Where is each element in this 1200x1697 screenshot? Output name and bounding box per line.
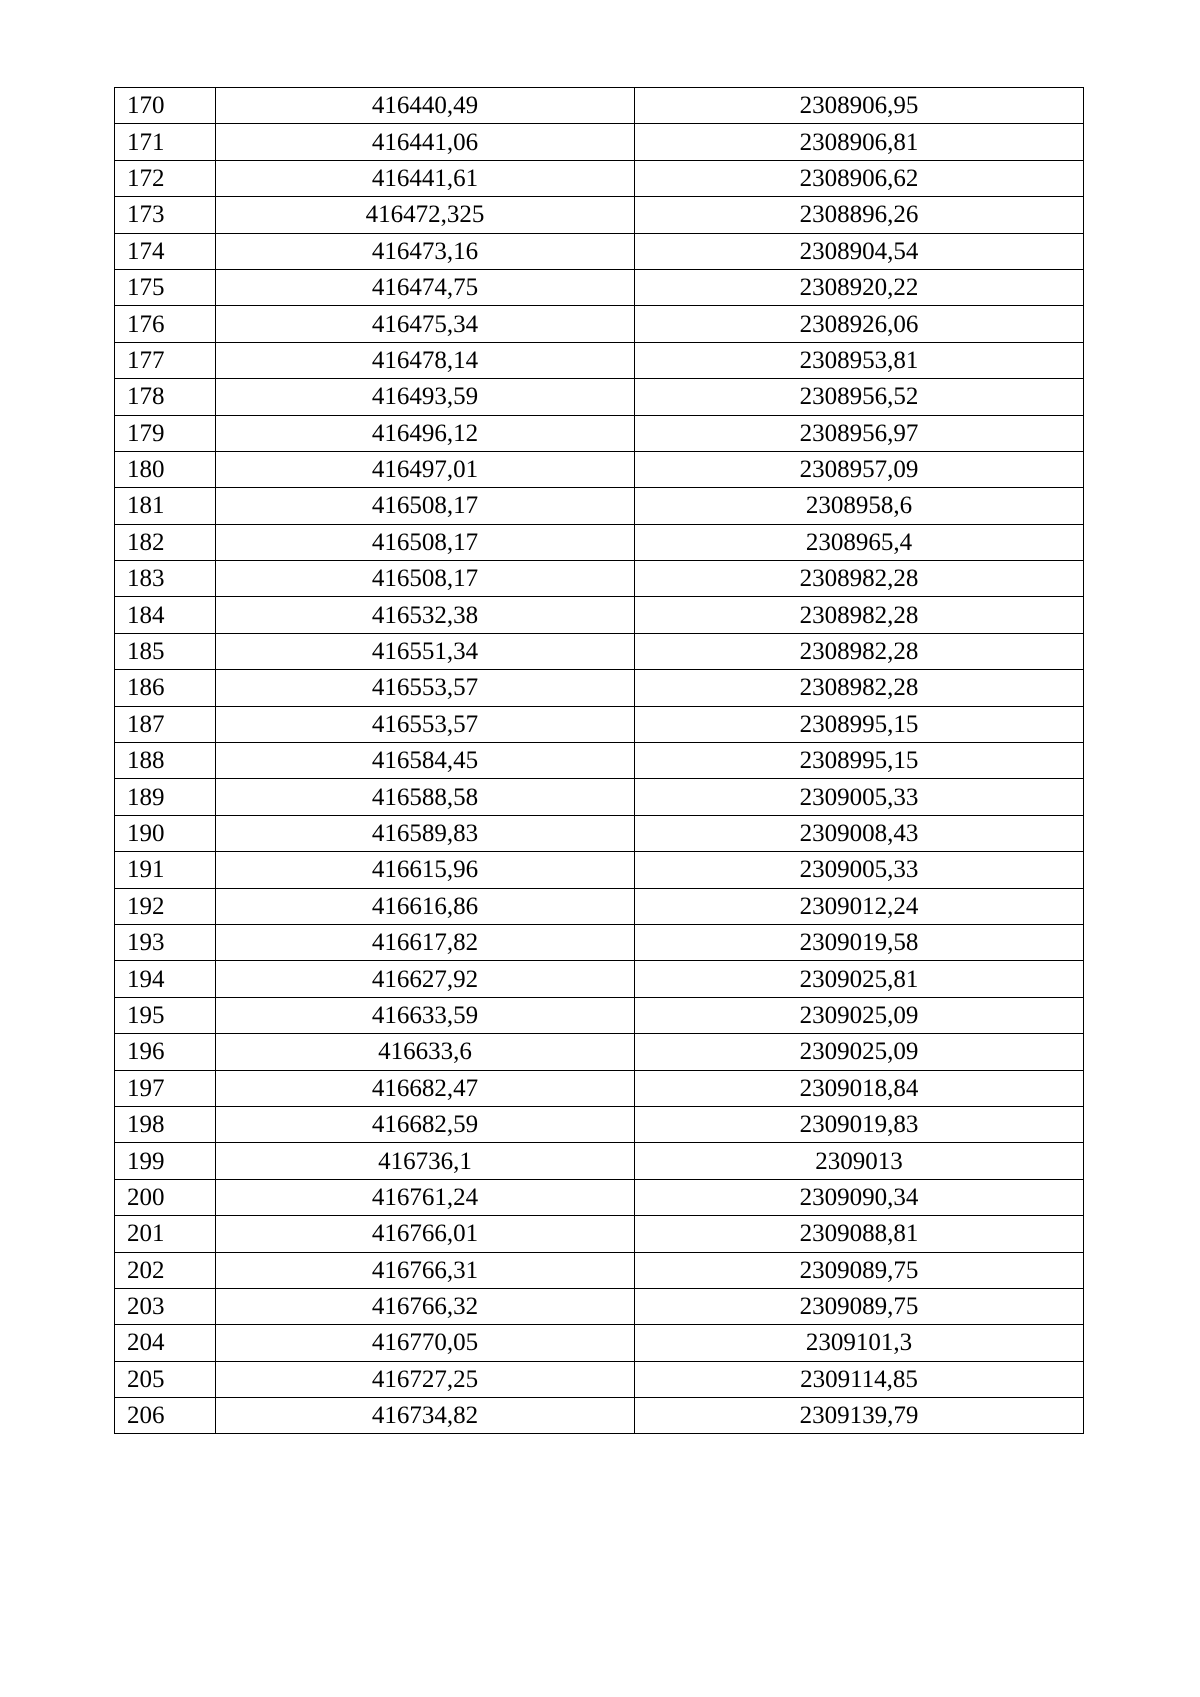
y-coordinate-cell: 2308956,97: [635, 415, 1084, 451]
table-row: [115, 1070, 1084, 1106]
x-coordinate-cell: 416589,83: [216, 815, 635, 851]
table-row: [115, 1398, 1084, 1434]
point-number-cell: 178: [115, 379, 216, 415]
y-coordinate-cell: 2308896,26: [635, 197, 1084, 233]
point-number-cell: 177: [115, 342, 216, 378]
y-coordinate-cell: 2309005,33: [635, 779, 1084, 815]
table-row: [115, 415, 1084, 451]
table-row: [115, 269, 1084, 305]
y-coordinate-cell: 2308926,06: [635, 306, 1084, 342]
y-coordinate-cell: 2308982,28: [635, 670, 1084, 706]
x-coordinate-cell: 416508,17: [216, 524, 635, 560]
point-number-cell: 183: [115, 561, 216, 597]
x-coordinate-cell: 416615,96: [216, 852, 635, 888]
point-number-cell: 197: [115, 1070, 216, 1106]
point-number-cell: 172: [115, 160, 216, 196]
point-number-cell: 194: [115, 961, 216, 997]
point-number-cell: 182: [115, 524, 216, 560]
x-coordinate-cell: 416682,47: [216, 1070, 635, 1106]
y-coordinate-cell: 2309088,81: [635, 1216, 1084, 1252]
point-number-cell: 202: [115, 1252, 216, 1288]
point-number-cell: 170: [115, 88, 216, 124]
x-coordinate-cell: 416770,05: [216, 1325, 635, 1361]
y-coordinate-cell: 2309019,58: [635, 924, 1084, 960]
point-number-cell: 199: [115, 1143, 216, 1179]
table-row: [115, 743, 1084, 779]
y-coordinate-cell: 2309089,75: [635, 1252, 1084, 1288]
x-coordinate-cell: 416766,32: [216, 1288, 635, 1324]
x-coordinate-cell: 416766,01: [216, 1216, 635, 1252]
point-number-cell: 179: [115, 415, 216, 451]
table-row: [115, 706, 1084, 742]
x-coordinate-cell: 416440,49: [216, 88, 635, 124]
point-number-cell: 204: [115, 1325, 216, 1361]
coordinates-table: [114, 87, 1084, 1434]
y-coordinate-cell: 2309101,3: [635, 1325, 1084, 1361]
y-coordinate-cell: 2308956,52: [635, 379, 1084, 415]
x-coordinate-cell: 416727,25: [216, 1361, 635, 1397]
y-coordinate-cell: 2308982,28: [635, 597, 1084, 633]
table-row: [115, 88, 1084, 124]
x-coordinate-cell: 416473,16: [216, 233, 635, 269]
table-row: [115, 1252, 1084, 1288]
x-coordinate-cell: 416627,92: [216, 961, 635, 997]
point-number-cell: 206: [115, 1398, 216, 1434]
x-coordinate-cell: 416474,75: [216, 269, 635, 305]
y-coordinate-cell: 2308995,15: [635, 743, 1084, 779]
x-coordinate-cell: 416472,325: [216, 197, 635, 233]
y-coordinate-cell: 2309008,43: [635, 815, 1084, 851]
table-row: [115, 1179, 1084, 1215]
table-row: [115, 561, 1084, 597]
table-row: [115, 888, 1084, 924]
coordinates-table-body: [115, 88, 1084, 1434]
y-coordinate-cell: 2308906,81: [635, 124, 1084, 160]
point-number-cell: 188: [115, 743, 216, 779]
point-number-cell: 191: [115, 852, 216, 888]
x-coordinate-cell: 416496,12: [216, 415, 635, 451]
point-number-cell: 185: [115, 633, 216, 669]
y-coordinate-cell: 2308958,6: [635, 488, 1084, 524]
y-coordinate-cell: 2309013: [635, 1143, 1084, 1179]
table-row: [115, 997, 1084, 1033]
x-coordinate-cell: 416508,17: [216, 488, 635, 524]
table-row: [115, 1034, 1084, 1070]
x-coordinate-cell: 416617,82: [216, 924, 635, 960]
point-number-cell: 198: [115, 1106, 216, 1142]
y-coordinate-cell: 2309025,09: [635, 1034, 1084, 1070]
x-coordinate-cell: 416633,59: [216, 997, 635, 1033]
y-coordinate-cell: 2308982,28: [635, 561, 1084, 597]
x-coordinate-cell: 416633,6: [216, 1034, 635, 1070]
table-row: [115, 306, 1084, 342]
x-coordinate-cell: 416588,58: [216, 779, 635, 815]
table-row: [115, 779, 1084, 815]
table-row: [115, 1143, 1084, 1179]
point-number-cell: 189: [115, 779, 216, 815]
x-coordinate-cell: 416761,24: [216, 1179, 635, 1215]
x-coordinate-cell: 416441,61: [216, 160, 635, 196]
table-row: [115, 1106, 1084, 1142]
x-coordinate-cell: 416497,01: [216, 451, 635, 487]
point-number-cell: 186: [115, 670, 216, 706]
y-coordinate-cell: 2308995,15: [635, 706, 1084, 742]
table-row: [115, 1361, 1084, 1397]
point-number-cell: 201: [115, 1216, 216, 1252]
x-coordinate-cell: 416475,34: [216, 306, 635, 342]
y-coordinate-cell: 2308953,81: [635, 342, 1084, 378]
point-number-cell: 187: [115, 706, 216, 742]
y-coordinate-cell: 2309139,79: [635, 1398, 1084, 1434]
table-row: [115, 961, 1084, 997]
y-coordinate-cell: 2308906,62: [635, 160, 1084, 196]
table-row: [115, 160, 1084, 196]
table-row: [115, 1325, 1084, 1361]
table-row: [115, 1216, 1084, 1252]
point-number-cell: 173: [115, 197, 216, 233]
y-coordinate-cell: 2308965,4: [635, 524, 1084, 560]
x-coordinate-cell: 416493,59: [216, 379, 635, 415]
point-number-cell: 195: [115, 997, 216, 1033]
x-coordinate-cell: 416734,82: [216, 1398, 635, 1434]
y-coordinate-cell: 2309005,33: [635, 852, 1084, 888]
point-number-cell: 180: [115, 451, 216, 487]
point-number-cell: 205: [115, 1361, 216, 1397]
table-row: [115, 815, 1084, 851]
y-coordinate-cell: 2309018,84: [635, 1070, 1084, 1106]
point-number-cell: 190: [115, 815, 216, 851]
x-coordinate-cell: 416584,45: [216, 743, 635, 779]
y-coordinate-cell: 2308906,95: [635, 88, 1084, 124]
x-coordinate-cell: 416508,17: [216, 561, 635, 597]
table-row: [115, 1288, 1084, 1324]
y-coordinate-cell: 2309025,81: [635, 961, 1084, 997]
table-row: [115, 924, 1084, 960]
point-number-cell: 176: [115, 306, 216, 342]
table-row: [115, 197, 1084, 233]
table-row: [115, 524, 1084, 560]
table-row: [115, 633, 1084, 669]
y-coordinate-cell: 2309019,83: [635, 1106, 1084, 1142]
y-coordinate-cell: 2309012,24: [635, 888, 1084, 924]
y-coordinate-cell: 2309114,85: [635, 1361, 1084, 1397]
x-coordinate-cell: 416551,34: [216, 633, 635, 669]
x-coordinate-cell: 416616,86: [216, 888, 635, 924]
x-coordinate-cell: 416553,57: [216, 706, 635, 742]
y-coordinate-cell: 2308957,09: [635, 451, 1084, 487]
point-number-cell: 171: [115, 124, 216, 160]
table-row: [115, 379, 1084, 415]
table-row: [115, 342, 1084, 378]
x-coordinate-cell: 416478,14: [216, 342, 635, 378]
x-coordinate-cell: 416532,38: [216, 597, 635, 633]
x-coordinate-cell: 416766,31: [216, 1252, 635, 1288]
point-number-cell: 193: [115, 924, 216, 960]
y-coordinate-cell: 2308920,22: [635, 269, 1084, 305]
point-number-cell: 196: [115, 1034, 216, 1070]
table-row: [115, 597, 1084, 633]
x-coordinate-cell: 416736,1: [216, 1143, 635, 1179]
point-number-cell: 192: [115, 888, 216, 924]
point-number-cell: 203: [115, 1288, 216, 1324]
table-row: [115, 670, 1084, 706]
x-coordinate-cell: 416682,59: [216, 1106, 635, 1142]
y-coordinate-cell: 2309089,75: [635, 1288, 1084, 1324]
point-number-cell: 200: [115, 1179, 216, 1215]
point-number-cell: 175: [115, 269, 216, 305]
table-row: [115, 488, 1084, 524]
point-number-cell: 181: [115, 488, 216, 524]
point-number-cell: 184: [115, 597, 216, 633]
x-coordinate-cell: 416441,06: [216, 124, 635, 160]
y-coordinate-cell: 2309025,09: [635, 997, 1084, 1033]
table-row: [115, 451, 1084, 487]
table-row: [115, 852, 1084, 888]
y-coordinate-cell: 2308982,28: [635, 633, 1084, 669]
x-coordinate-cell: 416553,57: [216, 670, 635, 706]
point-number-cell: 174: [115, 233, 216, 269]
table-row: [115, 124, 1084, 160]
y-coordinate-cell: 2308904,54: [635, 233, 1084, 269]
table-row: [115, 233, 1084, 269]
y-coordinate-cell: 2309090,34: [635, 1179, 1084, 1215]
